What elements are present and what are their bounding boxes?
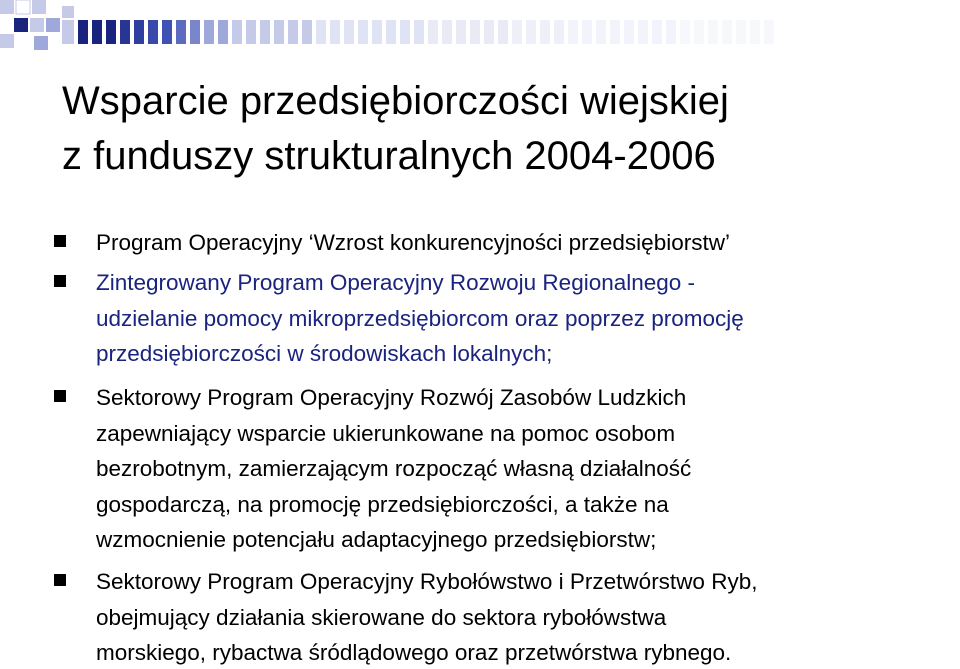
title-line: z funduszy strukturalnych 2004-2006 <box>62 134 716 178</box>
deco-band <box>666 20 676 44</box>
deco-band <box>540 20 550 44</box>
deco-band <box>316 20 326 44</box>
deco-band <box>442 20 452 44</box>
bullet-item <box>54 380 916 558</box>
deco-square <box>32 0 46 14</box>
deco-band <box>218 20 228 44</box>
deco-band <box>722 20 732 44</box>
deco-band <box>176 20 186 44</box>
deco-band <box>596 20 606 44</box>
deco-band <box>344 20 354 44</box>
bullet-line: wzmocnienie potencjału adaptacyjnego przedsiębiorstw; <box>96 527 657 553</box>
deco-band <box>106 20 116 44</box>
bullet-line: udzielanie pomocy mikroprzedsiębiorcom oraz poprzez promocję <box>96 305 744 331</box>
deco-band <box>554 20 564 44</box>
deco-band <box>470 20 480 44</box>
bullet-item <box>54 225 916 261</box>
bullet-line: Sektorowy Program Operacyjny Rozwój Zasobów Ludzkich <box>96 385 687 410</box>
deco-band <box>62 20 74 44</box>
bullet-item <box>54 265 916 372</box>
deco-band <box>134 20 144 44</box>
slide-title <box>62 74 729 184</box>
deco-band <box>680 20 690 44</box>
deco-square <box>48 0 62 14</box>
deco-square <box>16 0 30 14</box>
deco-band <box>484 20 494 44</box>
deco-band <box>204 20 214 44</box>
deco-square <box>0 34 14 48</box>
bullet-line: Program Operacyjny ‘Wzrost konkurencyjności przedsiębiorstw’ <box>96 230 730 255</box>
deco-square <box>62 6 74 18</box>
deco-band <box>526 20 536 44</box>
square-bullet-icon <box>54 235 66 247</box>
deco-band <box>358 20 368 44</box>
bullet-line: bezrobotnym, zamierzającym rozpocząć własną działalność <box>96 456 692 482</box>
deco-band <box>190 20 200 44</box>
deco-square <box>30 18 44 32</box>
deco-band <box>624 20 634 44</box>
deco-band <box>330 20 340 44</box>
deco-band <box>512 20 522 44</box>
decorative-squares-graphic <box>0 0 960 60</box>
deco-band <box>260 20 270 44</box>
deco-band <box>456 20 466 44</box>
deco-band <box>246 20 256 44</box>
deco-band <box>764 20 774 44</box>
bullet-line: Zintegrowany Program Operacyjny Rozwoju Regionalnego - <box>96 270 696 295</box>
deco-band <box>274 20 284 44</box>
deco-band <box>400 20 410 44</box>
deco-band <box>428 20 438 44</box>
deco-band <box>78 20 88 44</box>
deco-band <box>288 20 298 44</box>
bullet-text <box>96 380 916 558</box>
bullet-line: obejmujący działania skierowane do sektora rybołówstwa <box>96 604 667 630</box>
deco-band <box>736 20 746 44</box>
deco-band <box>386 20 396 44</box>
deco-band <box>302 20 312 44</box>
square-bullet-icon <box>54 390 66 402</box>
deco-band <box>568 20 578 44</box>
deco-band <box>638 20 648 44</box>
bullet-text <box>96 564 916 669</box>
deco-band <box>750 20 760 44</box>
bullet-text <box>96 225 916 261</box>
bullet-line: gospodarczą, na promocję przedsiębiorczości, a także na <box>96 491 669 517</box>
title-line: Wsparcie przedsiębiorczości wiejskiej <box>62 79 729 123</box>
bullet-item <box>54 564 916 669</box>
deco-band <box>708 20 718 44</box>
bullet-line: przedsiębiorczości w środowiskach lokalnych; <box>96 341 553 367</box>
deco-band <box>582 20 592 44</box>
bullet-line: zapewniający wsparcie ukierunkowane na pomoc osobom <box>96 420 676 446</box>
deco-band <box>120 20 130 44</box>
deco-band <box>162 20 172 44</box>
deco-band <box>372 20 382 44</box>
deco-band <box>652 20 662 44</box>
deco-band <box>498 20 508 44</box>
deco-square <box>0 0 14 14</box>
deco-square <box>46 18 60 32</box>
deco-band <box>148 20 158 44</box>
deco-band <box>694 20 704 44</box>
deco-square <box>34 36 48 50</box>
bullet-line: Sektorowy Program Operacyjny Rybołówstwo i Przetwórstwo Ryb, <box>96 569 758 594</box>
deco-band <box>414 20 424 44</box>
deco-square <box>14 18 28 32</box>
deco-band <box>92 20 102 44</box>
deco-band <box>232 20 242 44</box>
bullet-line: morskiego, rybactwa śródlądowego oraz przetwórstwa rybnego. <box>96 640 732 666</box>
bullet-text <box>96 265 916 372</box>
square-bullet-icon <box>54 574 66 586</box>
square-bullet-icon <box>54 275 66 287</box>
deco-band <box>610 20 620 44</box>
